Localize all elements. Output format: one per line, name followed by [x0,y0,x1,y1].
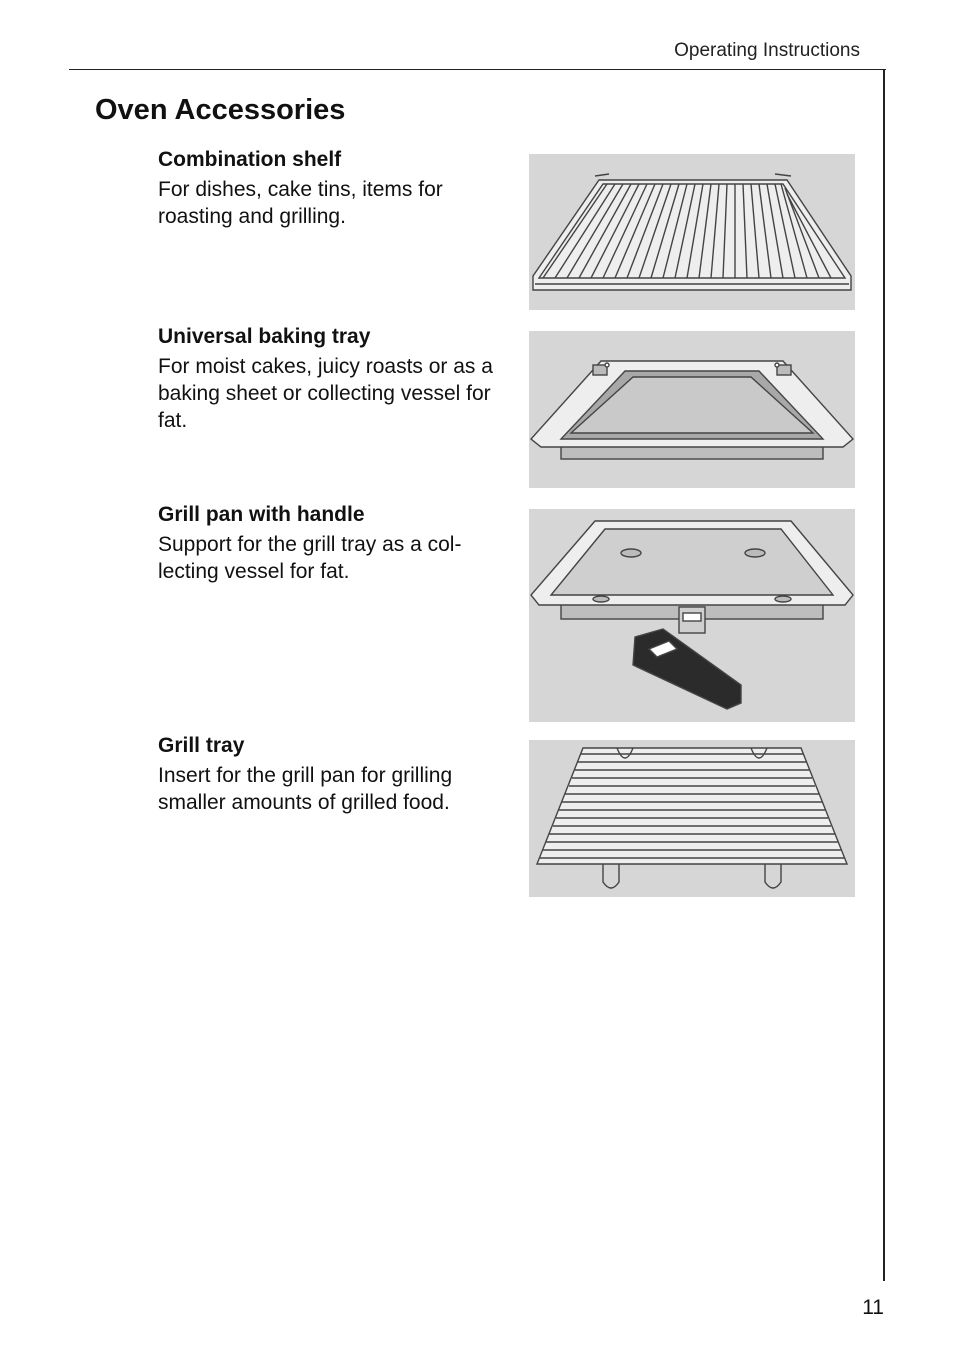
page-title: Oven Accessories [95,94,346,126]
grill-pan-with-handle-illustration [529,509,855,722]
universal-baking-tray-drawing [529,331,855,488]
item-description-universal-baking-tray: For moist cakes, juicy roasts or as a baking sheet or collecting vessel for fat. [158,355,493,432]
combination-shelf-drawing [529,154,855,310]
side-rule [883,69,885,1281]
grill-pan-with-handle-drawing [529,509,855,722]
grill-tray-illustration [529,740,855,897]
combination-shelf-illustration [529,154,855,310]
page-number: 11 [862,1296,884,1319]
item-description-grill-tray: Insert for the grill pan for grilling smaller amounts of grilled food. [158,764,453,814]
header-rule [69,69,886,70]
universal-baking-tray-illustration [529,331,855,488]
item-description-combination-shelf: For dishes, cake tins, items for roasting and grilling. [158,178,443,228]
item-heading-combination-shelf: Combination shelf [158,148,342,171]
item-description-grill-pan-with-handle: Support for the grill tray as a col-lecting vessel for fat. [158,533,462,583]
item-heading-grill-tray: Grill tray [158,734,245,757]
header-section-label: Operating Instructions [674,40,860,61]
item-heading-grill-pan-with-handle: Grill pan with handle [158,503,365,526]
item-heading-universal-baking-tray: Universal baking tray [158,325,371,348]
grill-tray-drawing [529,740,855,897]
